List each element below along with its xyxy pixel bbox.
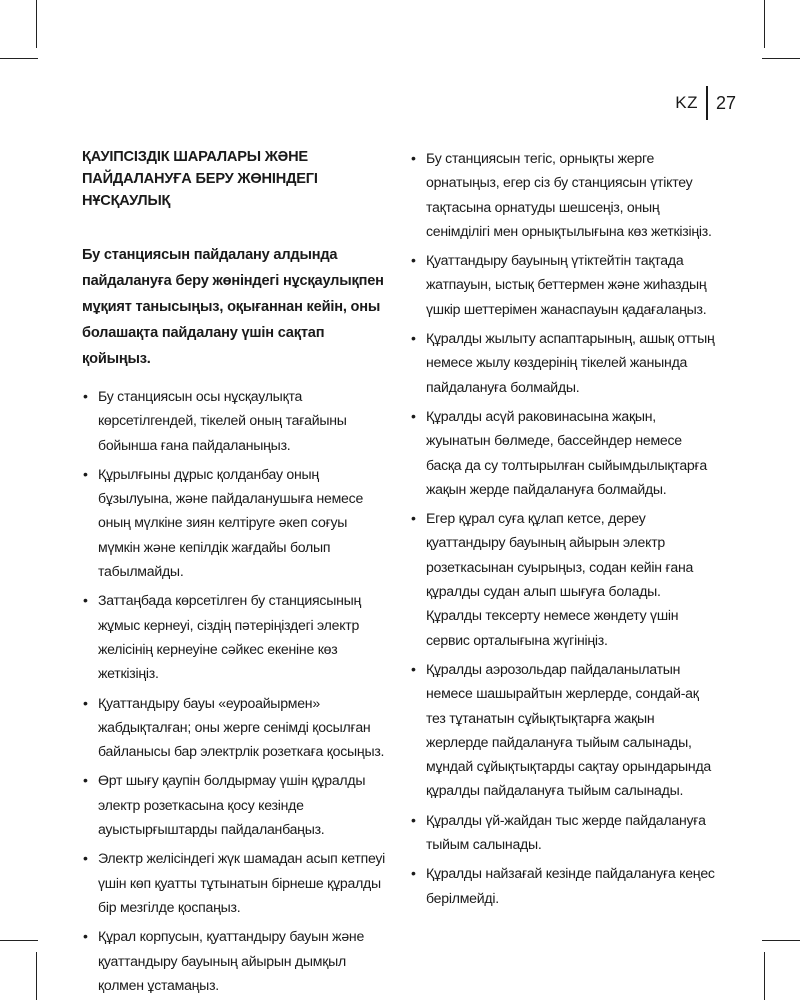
crop-mark-top-left: [36, 0, 37, 48]
intro-paragraph: Бу станциясын пайдалану алдында пайдалануға беру жөніндегі нұсқаулықпен мұқият танысыңыз, оқығаннан кейін, оны болашақта пайдалану үшін сақтап қойыңыз.: [82, 247, 384, 367]
page-number: 27: [715, 92, 736, 113]
bullet-item: [82, 691, 392, 764]
bullet-text: Құралды найзағай кезінде пайдалануға кеңес берілмейді.: [426, 865, 715, 906]
bullet-text: Бу станциясын тегіс, орнықты жерге орнатыңыз, егер сіз бу станциясын үтіктеу тақтасына орнатуды шешсеңіз, оның сенімділігі мен орнықтылығына көз жеткізіңіз.: [426, 150, 712, 239]
bullet-text: Электр желісіндегі жүк шамадан асып кетпеуі үшін көп қуатты тұтынатын бірнеше құралды бір мезгілде қоспаңыз.: [98, 850, 386, 915]
bullet-icon: •: [411, 865, 416, 882]
header-divider: [706, 86, 708, 120]
bullet-item: [410, 404, 720, 501]
bullet-icon: •: [83, 592, 88, 609]
bullet-icon: •: [83, 850, 88, 867]
bullet-icon: •: [411, 510, 416, 527]
crop-mark-top-left-h: [0, 58, 38, 59]
bullet-text: Егер құрал суға құлап кетсе, дереу қуаттандыру бауының айырын электр розеткасынан суырыңыз, содан кейін ғана құралды судан алып шығуға болады. Құралды тексерту немесе жөндету үшін сервис орталығына жүгініңіз.: [426, 510, 694, 648]
bullet-item: [82, 924, 392, 997]
bullet-icon: •: [411, 252, 416, 269]
bullet-text: Заттаңбада көрсетілген бу станциясының жұмыс кернеуі, сіздің пәтеріңіздегі электр желісінің кернеуіне сәйкес екеніне көз жеткізіңіз.: [98, 592, 362, 682]
bullet-text: Құрал корпусын, қуаттандыру бауын және қуаттандыру бауының айырын дымқыл қолмен ұстамаңыз.: [98, 928, 365, 993]
crop-mark-bottom-left: [36, 952, 37, 1000]
section-title: ҚАУІПСІЗДІК ШАРАЛАРЫ ЖӘНЕ ПАЙДАЛАНУҒА БЕРУ ЖӨНІНДЕГІ НҰСҚАУЛЫҚ: [82, 149, 318, 209]
bullet-item: [82, 588, 392, 685]
bullet-item: [82, 462, 392, 583]
bullet-item: [410, 326, 720, 399]
right-bullet-list: [410, 146, 720, 910]
bullet-text: Құралды аэрозольдар пайдаланылатын немесе шашырайтын жерлерде, сондай-ақ тез тұтанатын сұйықтықтарға жақын жерлерде пайдалануға тыйым салынады, мұндай сұйықтықтарды сақтау орындарында құралды пайдалануға тыйым салынады.: [426, 660, 712, 799]
bullet-item: [82, 384, 392, 457]
bullet-icon: •: [83, 928, 88, 945]
left-bullet-list: [82, 384, 392, 997]
crop-mark-bottom-right-h: [762, 940, 800, 941]
bullet-item: [82, 768, 392, 841]
bullet-item: [410, 146, 720, 243]
bullet-text: Қуаттандыру бауы «еуроайырмен» жабдықталған; оны жерге сенімді қосылған байланысы бар электрлік розеткаға қосыңыз.: [98, 694, 385, 760]
bullet-item: [410, 657, 720, 803]
left-column: [82, 146, 392, 1002]
page-header: [675, 86, 736, 120]
bullet-icon: •: [83, 465, 88, 482]
bullet-text: Өрт шығу қаупін болдырмау үшін құралды электр розеткасына қосу кезінде ауыстырғыштарды пайдаланбаңыз.: [98, 772, 366, 838]
bullet-icon: •: [411, 811, 416, 828]
crop-mark-bottom-right: [764, 952, 765, 1000]
bullet-text: Қуаттандыру бауының үтіктейтін тақтада жатпауын, ыстық беттермен және жиһаздың үшкір шеттерімен жанаспауын қадағалаңыз.: [426, 252, 707, 317]
crop-mark-bottom-left-h: [0, 940, 38, 941]
bullet-icon: •: [411, 150, 416, 166]
bullet-text: Құрылғыны дұрыс қолданбау оның бұзылуына, және пайдаланушыға немесе оның мүлкіне зиян келтіруге әкеп соғуы мүмкін және кепілдік жағдайы болып табылмайды.: [98, 465, 364, 580]
bullet-icon: •: [411, 660, 416, 677]
right-column: [410, 146, 720, 915]
bullet-item: [410, 506, 720, 652]
bullet-text: Бу станциясын осы нұсқаулықта көрсетілгендей, тікелей оның тағайыны бойынша ғана пайдаланыңыз.: [98, 388, 347, 453]
bullet-item: [410, 861, 720, 910]
bullet-text: Құралды асүй раковинасына жақын, жуынатын бөлмеде, бассейндер немесе басқа да су толтырылған сыйымдылықтарға жақын жерде пайдалануға болмайды.: [426, 407, 707, 497]
bullet-icon: •: [411, 407, 416, 424]
language-code: KZ: [675, 93, 698, 112]
bullet-item: [410, 808, 720, 857]
bullet-text: Құралды жылыту аспаптарының, ашық оттың немесе жылу көздерінің тікелей жанында пайдалануға болмайды.: [426, 330, 715, 395]
bullet-icon: •: [83, 694, 88, 711]
crop-mark-top-right-h: [762, 58, 800, 59]
bullet-icon: •: [411, 330, 416, 347]
bullet-icon: •: [83, 388, 88, 404]
bullet-item: [82, 846, 392, 919]
bullet-icon: •: [83, 772, 88, 789]
crop-mark-top-right: [764, 0, 765, 48]
bullet-item: [410, 248, 720, 321]
bullet-text: Құралды үй-жайдан тыс жерде пайдалануға тыйым салынады.: [426, 811, 706, 853]
